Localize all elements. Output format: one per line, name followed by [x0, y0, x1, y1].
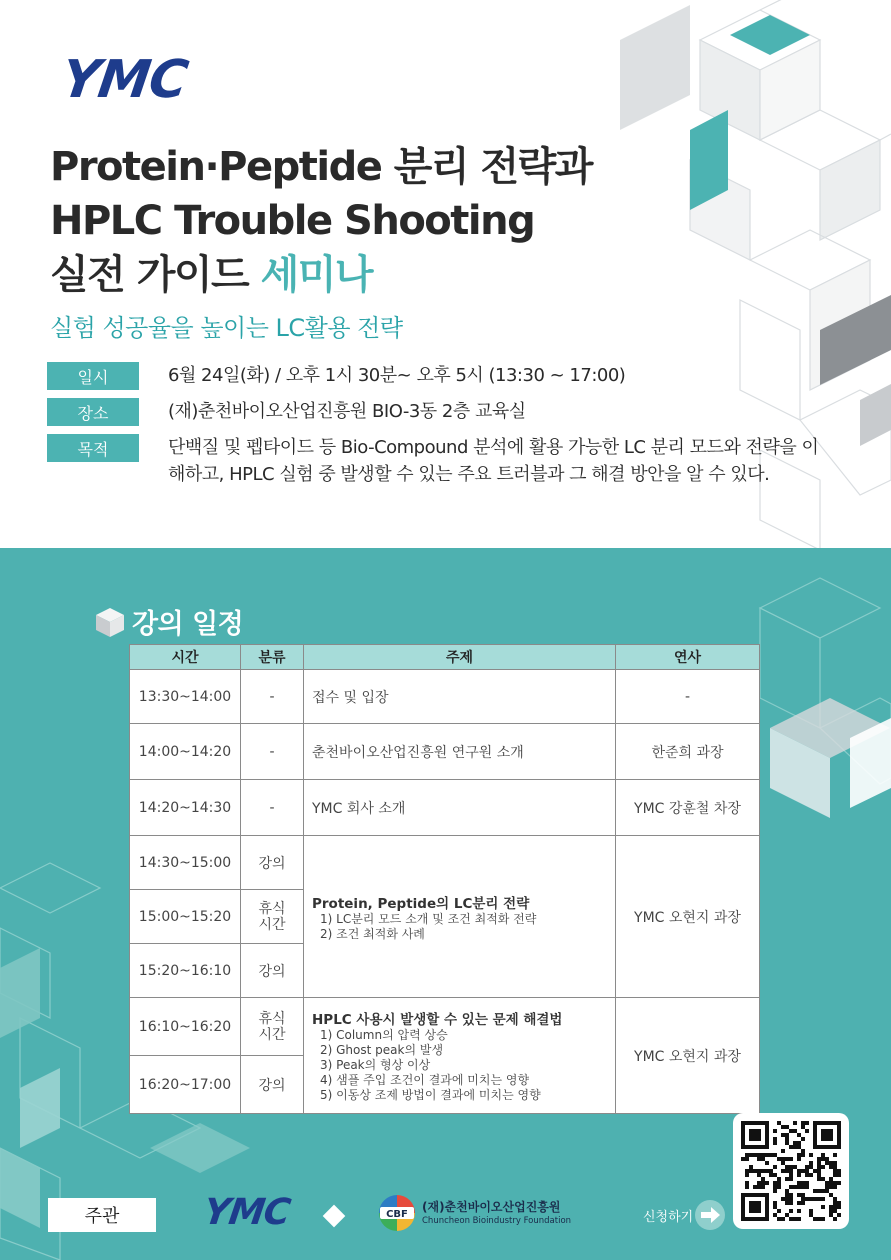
topic-block-1-item: 1) LC분리 모드 소개 및 조건 최적화 전략 [320, 911, 537, 926]
table-row [130, 670, 760, 724]
cell-time: 13:30~14:00 [130, 670, 241, 724]
cell-type [241, 890, 304, 944]
cell-type-line: 휴식 [258, 900, 286, 917]
cell-type-line: 휴식 [258, 1010, 286, 1027]
info-label-date: 일시 [47, 362, 139, 390]
apply-link[interactable]: 신청하기 [643, 1210, 694, 1225]
topic-block-2-title: HPLC 사용시 발생할 수 있는 문제 해결법 [312, 1012, 563, 1028]
table-row [130, 836, 760, 890]
qr-code-icon[interactable] [741, 1121, 841, 1221]
qr-code-box[interactable] [733, 1113, 849, 1229]
info-label-purpose: 목적 [47, 434, 139, 462]
info-text-purpose: 단백질 및 펩타이드 등 Bio-Compound 분석에 활용 가능한 LC 분리 모드와 전략을 이해하고, HPLC 실험 중 발생할 수 있는 주요 트러블과 그 해결 방안을 알 수 있다. [168, 437, 819, 485]
topic-block-2-item: 3) Peak의 형상 이상 [320, 1058, 431, 1072]
cell-type: - [241, 670, 304, 724]
page-title [50, 140, 690, 302]
cell-speaker: 한준희 과장 [616, 724, 760, 780]
cell-type: - [241, 724, 304, 780]
cell-speaker-block-1: YMC 오현지 과장 [616, 836, 760, 998]
cbf-name: (재)춘천바이오산업진흥원 [422, 1200, 561, 1214]
cell-type: 강의 [241, 1056, 304, 1114]
cbf-name-en: Chuncheon Bioindustry Foundation [422, 1216, 572, 1226]
title-line-3-main: 실전 가이드 [50, 252, 261, 298]
cell-topic: 접수 및 입장 [304, 670, 616, 724]
cell-topic: 춘천바이오산업진흥원 연구원 소개 [304, 724, 616, 780]
topic-block-2-item: 4) 샘플 주입 조건이 결과에 미치는 영향 [320, 1073, 530, 1087]
cbf-logo-text: CBF [386, 1209, 408, 1220]
cell-type-lines [258, 1011, 285, 1043]
topic-block-1-item: 2) 조건 최적화 사례 [320, 926, 425, 941]
col-header-topic: 주제 [304, 645, 616, 670]
table-row [130, 724, 760, 780]
topic-block-2-item: 2) Ghost peak의 발생 [320, 1043, 444, 1057]
schedule-header-row [130, 645, 760, 670]
info-text-date: 6월 24일(화) / 오후 1시 30분~ 오후 5시 (13:30 ~ 17:00) [168, 365, 626, 386]
col-header-time: 시간 [130, 645, 241, 670]
info-row-location [47, 398, 828, 426]
title-accent: 세미나 [260, 252, 372, 298]
cell-type: - [241, 780, 304, 836]
cell-time: 14:00~14:20 [130, 724, 241, 780]
cbf-logo [374, 1193, 420, 1233]
arrow-right-icon[interactable] [694, 1199, 726, 1231]
topic-block-2-item: 1) Column의 압력 상승 [320, 1028, 448, 1042]
title-line-2: HPLC Trouble Shooting [50, 198, 535, 244]
topic-block-2-item: 5) 이동상 조제 방법이 결과에 미치는 영향 [320, 1088, 541, 1102]
schedule-heading [92, 602, 243, 641]
cell-topic: YMC 회사 소개 [304, 780, 616, 836]
cell-type-line: 시간 [258, 1026, 286, 1043]
cell-time: 16:10~16:20 [130, 998, 241, 1056]
schedule-heading-text: 강의 일정 [132, 609, 244, 640]
cell-time: 14:30~15:00 [130, 836, 241, 890]
cell-type-lines [258, 901, 285, 933]
host-label: 주관 [48, 1198, 156, 1232]
col-header-type: 분류 [241, 645, 304, 670]
cell-speaker: - [616, 670, 760, 724]
topic-block-1-title: Protein, Peptide의 LC분리 전략 [312, 895, 530, 912]
cell-time: 15:20~16:10 [130, 944, 241, 998]
info-row-purpose [47, 434, 828, 488]
table-row [130, 780, 760, 836]
cell-topic-block-1 [304, 836, 616, 998]
cell-type-line: 시간 [258, 916, 286, 933]
cell-time: 16:20~17:00 [130, 1056, 241, 1114]
cell-type: 강의 [241, 836, 304, 890]
info-text-location: (재)춘천바이오산업진흥원 BIO-3동 2층 교육실 [168, 401, 526, 422]
cell-time: 14:20~14:30 [130, 780, 241, 836]
info-row-date [47, 362, 828, 390]
table-row [130, 998, 760, 1056]
schedule-table [129, 644, 760, 1114]
col-header-speaker: 연사 [616, 645, 760, 670]
cell-topic-block-2 [304, 998, 616, 1114]
ymc-logo-footer: YMC [201, 1192, 293, 1233]
title-line-1: Protein·Peptide 분리 전략과 [50, 144, 592, 190]
info-label-location: 장소 [47, 398, 139, 426]
cell-type: 강의 [241, 944, 304, 998]
title-line-3 [50, 248, 690, 302]
ymc-logo: YMC [57, 50, 191, 110]
subtitle: 실험 성공율을 높이는 LC활용 전략 [50, 314, 403, 342]
cell-time: 15:00~15:20 [130, 890, 241, 944]
cell-speaker: YMC 강훈철 차장 [616, 780, 760, 836]
cell-speaker-block-2: YMC 오현지 과장 [616, 998, 760, 1114]
cell-type [241, 998, 304, 1056]
cube-icon [92, 604, 128, 640]
